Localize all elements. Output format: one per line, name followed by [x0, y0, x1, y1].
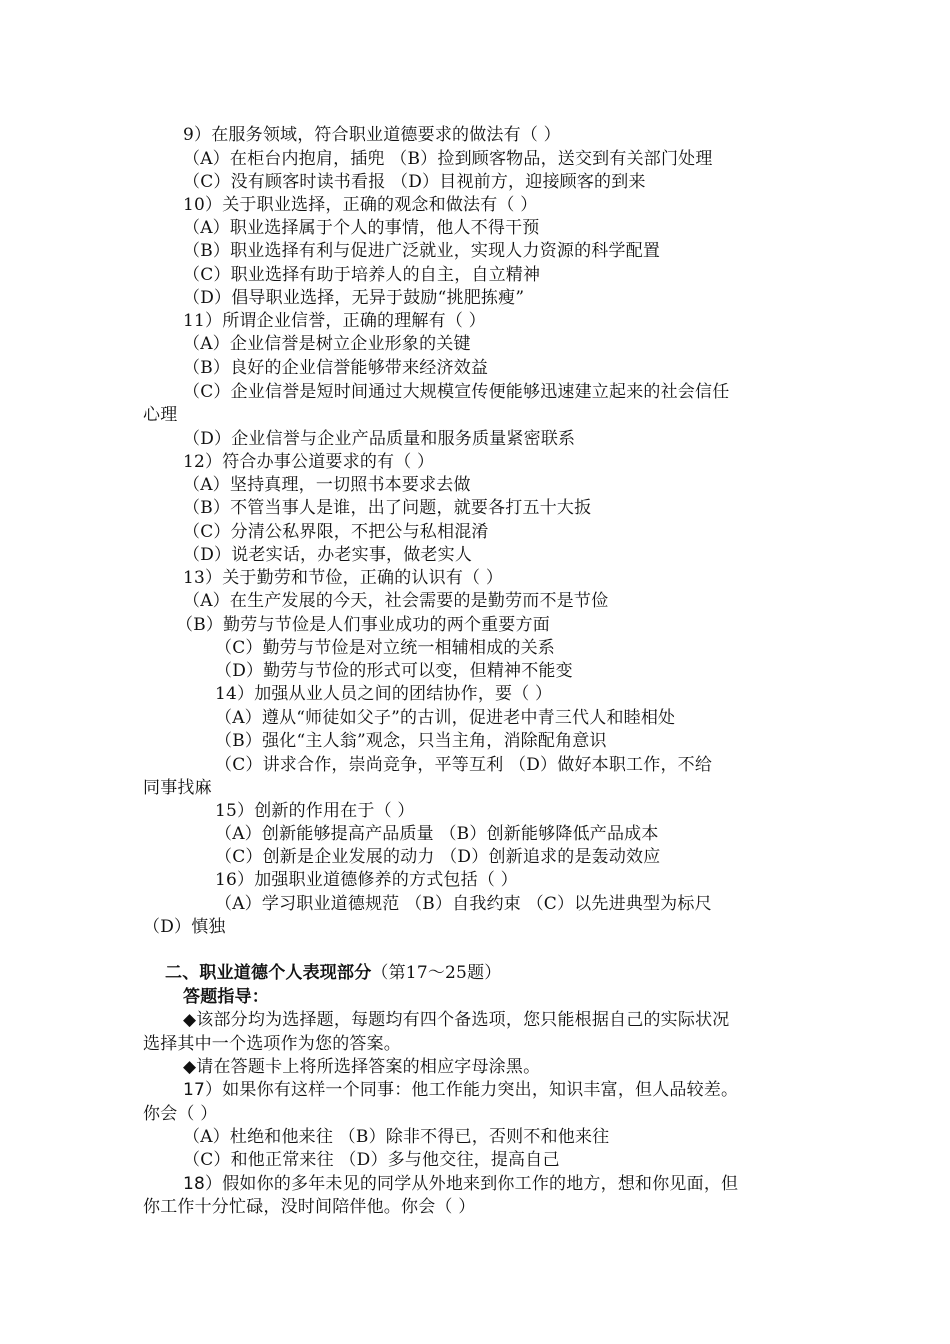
question-17-continued: 你会（ ） — [143, 1104, 218, 1124]
question-16-options-abc: （A）学习职业道德规范 （B）自我约束 （C）以先进典型为标尺 — [215, 894, 712, 914]
question-13: 13）关于勤劳和节俭，正确的认识有（ ） — [183, 568, 504, 588]
question-15-options-ab: （A）创新能够提高产品质量 （B）创新能够降低产品成本 — [215, 824, 659, 844]
question-12-option-b: （B）不管当事人是谁，出了问题，就要各打五十大扳 — [183, 498, 592, 518]
question-13-option-c: （C）勤劳与节俭是对立统一相辅相成的关系 — [215, 638, 556, 658]
question-16-option-d: （D）慎独 — [143, 917, 226, 937]
question-18: 18）假如你的多年未见的同学从外地来到你工作的地方，想和你见面，但 — [183, 1174, 739, 1194]
question-13-option-d: （D）勤劳与节俭的形式可以变，但精神不能变 — [215, 661, 573, 681]
question-14-option-b: （B）强化“主人翁”观念，只当主角，消除配角意识 — [215, 731, 607, 751]
question-14-option-a: （A）遵从“师徒如父子”的古训，促进老中青三代人和睦相处 — [215, 708, 676, 728]
question-16: 16）加强职业道德修养的方式包括（ ） — [215, 870, 518, 890]
question-12-option-d: （D）说老实话，办老实事，做老实人 — [183, 545, 473, 565]
question-9-options-cd: （C）没有顾客时读书看报 （D）目视前方，迎接顾客的到来 — [183, 172, 646, 192]
question-11-option-c-continued: 心理 — [143, 405, 178, 425]
question-10: 10）关于职业选择，正确的观念和做法有（ ） — [183, 195, 538, 215]
section-heading — [165, 962, 501, 985]
question-14: 14）加强从业人员之间的团结协作，要（ ） — [215, 684, 553, 704]
question-10-option-b: （B）职业选择有利与促进广泛就业，实现人力资源的科学配置 — [183, 241, 661, 261]
question-18-continued: 你工作十分忙碌，没时间陪伴他。你会（ ） — [143, 1197, 476, 1217]
question-15: 15）创新的作用在于（ ） — [215, 801, 415, 821]
question-13-option-b: （B）勤劳与节俭是人们事业成功的两个重要方面 — [176, 615, 550, 635]
question-10-option-d: （D）倡导职业选择，无异于鼓励“挑肥拣瘦” — [183, 288, 525, 308]
question-12-option-a: （A）坚持真理，一切照书本要求去做 — [183, 475, 471, 495]
question-17: 17）如果你有这样一个同事：他工作能力突出，知识丰富，但人品较差。 — [183, 1080, 739, 1100]
section-title: 二、职业道德个人表现部分 — [165, 963, 372, 983]
question-11-option-d: （D）企业信誉与企业产品质量和服务质量紧密联系 — [183, 429, 576, 449]
question-10-option-a: （A）职业选择属于个人的事情，他人不得干预 — [183, 218, 540, 238]
question-9: 9）在服务领域，符合职业道德要求的做法有（ ） — [183, 125, 561, 145]
question-17-options-cd: （C）和他正常来往 （D）多与他交往，提高自己 — [183, 1150, 560, 1170]
section-range: （第17～25题） — [371, 963, 502, 983]
question-10-option-c: （C）职业选择有助于培养人的自主，自立精神 — [183, 265, 541, 285]
question-11-option-b: （B）良好的企业信誉能够带来经济效益 — [183, 358, 489, 378]
guide-rule-2: ◆请在答题卡上将所选择答案的相应字母涂黑。 — [183, 1057, 541, 1077]
guide-rule-1-continued: 选择其中一个选项作为您的答案。 — [143, 1034, 401, 1054]
question-14-options-cd: （C）讲求合作，崇尚竞争，平等互利 （D）做好本职工作，不给 — [215, 755, 713, 775]
answer-guide-label: 答题指导： — [183, 987, 269, 1007]
question-15-options-cd: （C）创新是企业发展的动力 （D）创新追求的是轰动效应 — [215, 847, 661, 867]
question-17-options-ab: （A）杜绝和他来往 （B）除非不得已，否则不和他来往 — [183, 1127, 610, 1147]
question-11-option-c: （C）企业信誉是短时间通过大规模宣传便能够迅速建立起来的社会信任 — [183, 382, 730, 402]
question-12-option-c: （C）分清公私界限，不把公与私相混淆 — [183, 522, 489, 542]
question-14-option-d-continued: 同事找麻 — [143, 778, 212, 798]
question-11: 11）所谓企业信誉，正确的理解有（ ） — [183, 311, 486, 331]
question-9-options-ab: （A）在柜台内抱肩，插兜 （B）捡到顾客物品，送交到有关部门处理 — [183, 149, 713, 169]
question-12: 12）符合办事公道要求的有（ ） — [183, 452, 435, 472]
question-13-option-a: （A）在生产发展的今天，社会需要的是勤劳而不是节俭 — [183, 591, 609, 611]
question-11-option-a: （A）企业信誉是树立企业形象的关键 — [183, 334, 471, 354]
guide-rule-1: ◆该部分均为选择题，每题均有四个备选项，您只能根据自己的实际状况 — [183, 1010, 730, 1030]
